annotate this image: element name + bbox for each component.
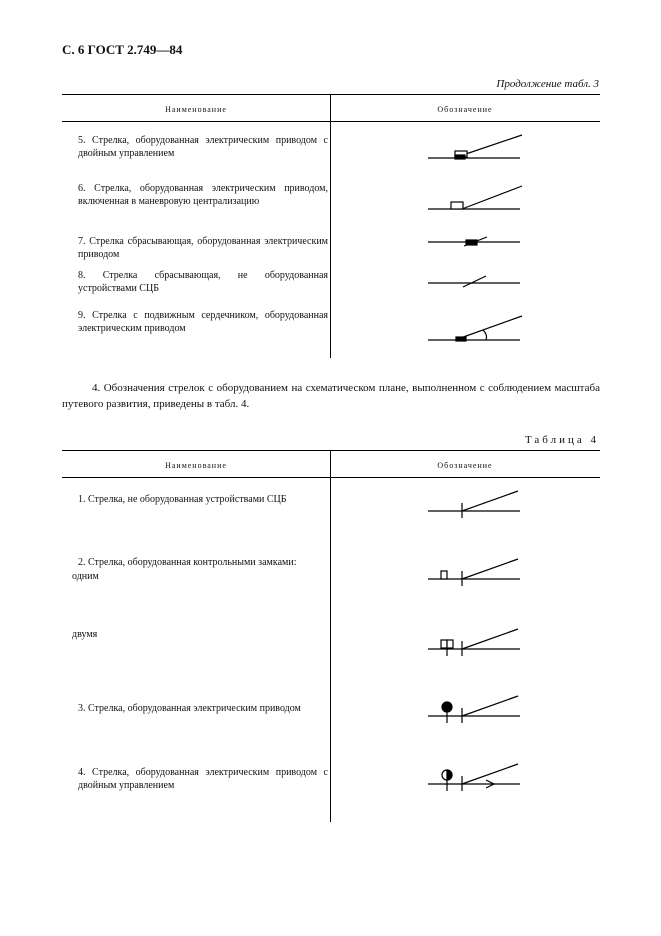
switch-one-lock-symbol (428, 559, 520, 586)
switch-two-locks-symbol (428, 629, 520, 656)
table-4-label: Таблица 4 (524, 434, 599, 446)
table-row: 4. Стрелка, оборудованная электрическим приводом с двойным управлением (78, 767, 328, 791)
table-row: двумя (72, 629, 98, 640)
table-row: 7. Стрелка сбрасывающая, оборудованная электрическим приводом (78, 236, 328, 260)
body-paragraph: 4. Обозначения стрелок с оборудованием на схематическом плане, выполненном с соблюдением масштаба путевого развития, приведены в табл. 4. (62, 382, 600, 410)
column-header-symbol: Обозначение (437, 105, 493, 114)
table-row: 3. Стрелка, оборудованная электрическим приводом (78, 703, 301, 714)
switch-plain-symbol (428, 491, 520, 518)
table-row: 6. Стрелка, оборудованная электрическим приводом, включенная в маневровую централизацию (78, 183, 328, 207)
switch-electric-drive-symbol (428, 696, 520, 723)
switch-electric-dual-symbol (428, 764, 520, 791)
page-header: С. 6 ГОСТ 2.749—84 (62, 42, 183, 57)
table-row: 1. Стрелка, не оборудованная устройствами СЦБ (78, 494, 287, 505)
column-header-symbol: Обозначение (437, 461, 493, 470)
column-header-name: Наименование (165, 461, 227, 470)
table-continuation-label: Продолжение табл. 3 (496, 78, 599, 90)
table-row: 2. Стрелка, оборудованная контрольными замками: (78, 557, 297, 568)
table-row: 9. Стрелка с подвижным сердечником, оборудованная электрическим приводом (78, 310, 328, 334)
table-row: 5. Стрелка, оборудованная электрическим приводом с двойным управлением (78, 135, 328, 159)
column-header-name: Наименование (165, 105, 227, 114)
table-row: 8. Стрелка сбрасывающая, не оборудованная устройствами СЦБ (78, 270, 328, 294)
table-row: одним (72, 571, 99, 582)
